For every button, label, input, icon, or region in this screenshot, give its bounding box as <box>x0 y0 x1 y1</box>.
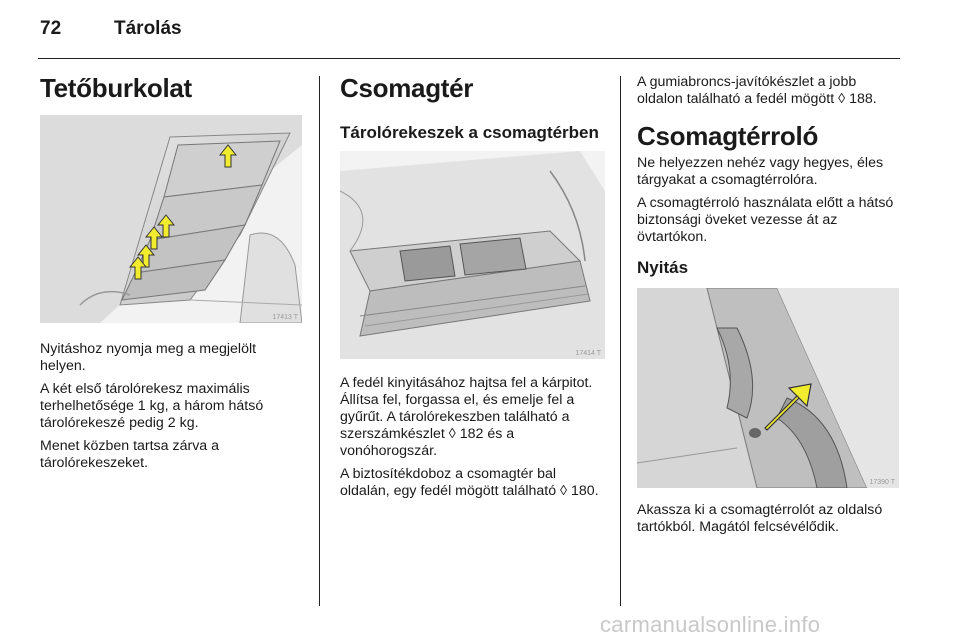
paragraph: Akassza ki a csomagtérrolót az oldalsó tartókból. Magától felcsévélődik. <box>637 501 883 535</box>
paragraph: Nyitáshoz nyomja meg a megjelölt helyen. <box>40 340 257 374</box>
header-rule <box>38 58 900 59</box>
section-heading-cover: Csomagtérroló <box>637 121 819 151</box>
intro-paragraph: A gumiabroncs-javítókészlet a jobb oldalon található a fedél mögött ◊ 188. <box>637 74 877 107</box>
watermark: carmanualsonline.info <box>600 612 821 637</box>
paragraph: A fedél kinyitásához hajtsa fel a kárpitot. Állítsa fel, forgassa el, és emelje fel a gyűrűt. A tárolórekeszben található a szerszámkészlet ◊ 182 és a vonóhorogszár. <box>340 374 593 459</box>
section-heading-luggage: Csomagtér <box>340 73 474 103</box>
section-heading-roof: Tetőburkolat <box>40 73 192 103</box>
paragraph: A két első tárolórekesz maximális terhelhetősége 1 kg, a három hátsó tárolórekeszé pedig 2 kg. <box>40 380 264 431</box>
subheading-storage: Tárolórekeszek a csomagtérben <box>340 122 599 142</box>
figure-code: 17413 T <box>272 313 298 321</box>
column-luggage-cover <box>637 74 902 542</box>
column-roof-lining <box>40 74 302 478</box>
paragraph: A biztosítékdoboz a csomagtér bal oldalán, egy fedél mögött található ◊ 180. <box>340 465 599 499</box>
paragraph: A csomagtérroló használata előtt a hátsó biztonsági öveket vezesse át az övtartókon. <box>637 194 894 245</box>
figure-luggage-cover <box>637 288 899 488</box>
figure-code: 17414 T <box>575 349 601 357</box>
column-divider-left <box>319 76 320 606</box>
paragraph: Menet közben tartsa zárva a tárolórekeszeket. <box>40 437 220 471</box>
figure-roof-storage <box>40 115 302 323</box>
luggage-storage-illustration <box>340 151 605 359</box>
column-divider-right <box>620 76 621 606</box>
paragraph: Ne helyezzen nehéz vagy hegyes, éles tárgyakat a csomagtérrolóra. <box>637 154 884 188</box>
luggage-cover-illustration <box>637 288 899 488</box>
figure-code: 17390 T <box>869 478 895 486</box>
roof-storage-illustration <box>40 115 302 323</box>
page-number: 72 <box>40 18 62 39</box>
chapter-title: Tárolás <box>114 18 182 39</box>
figure-luggage-storage <box>340 151 605 359</box>
subheading-opening: Nyitás <box>637 257 689 277</box>
column-luggage-compartment <box>340 74 605 506</box>
